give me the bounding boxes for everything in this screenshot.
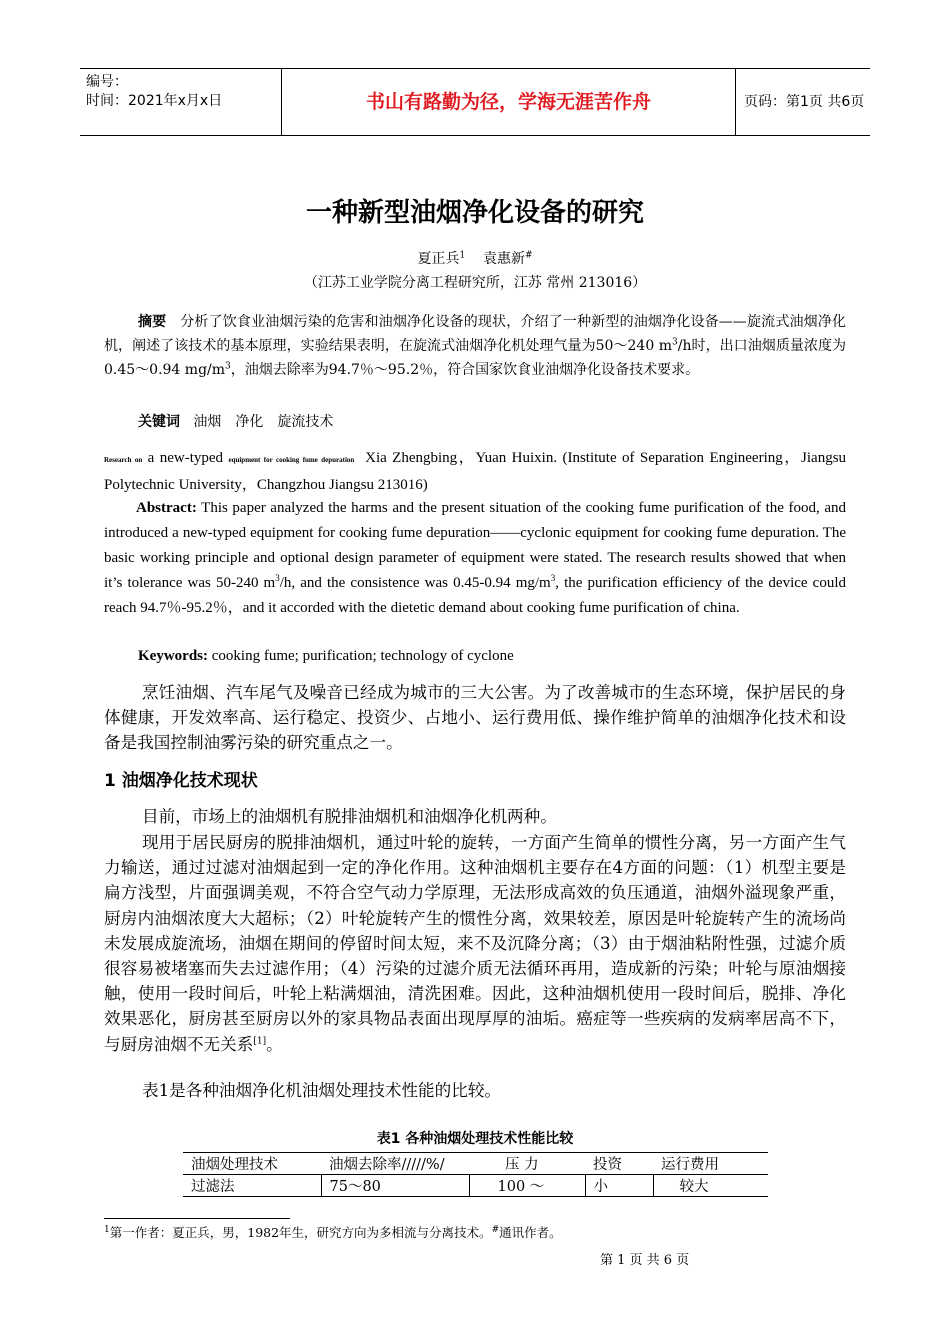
author-2: 袁惠新 xyxy=(483,251,525,267)
cn-abstract-label: 摘要 xyxy=(138,314,167,330)
page-header xyxy=(80,68,870,136)
paragraph-3: 表1是各种油烟净化机油烟处理技术性能的比较。 xyxy=(142,1081,502,1100)
footnote-divider xyxy=(104,1218,290,1219)
english-title-line: Research on a new-typed equipment for cooking fume depuration Xia Zhengbing，Yuan Huixin. (Institute of Separation Engineering，Jiangsu Polytechnic University，Changzhou Jiangsu 213016) xyxy=(104,450,847,493)
english-keywords: Keywords: cooking fume; purification; technology of cyclone xyxy=(138,648,514,664)
intro-paragraph: 烹饪油烟、汽车尾气及噪音已经成为城市的三大公害。为了改善城市的生态环境，保护居民的身体健康，开发效率高、运行稳定、投资少、占地小、运行费用低、操作维护简单的油烟净化技术和设备是我国控制油雾污染的研究重点之一。 xyxy=(104,683,846,753)
doc-number-label: 编号： xyxy=(86,74,128,90)
author-1: 夏正兵 xyxy=(417,251,460,267)
chinese-abstract: 摘要 分析了饮食业油烟污染的危害和油烟净化设备的现状，介绍了一种新型的油烟净化设备——旋流式油烟净化机，阐述了该技术的基本原理，实验结果表明，在旋流式油烟净化机处理气量为50～240 $m^3/h$时，出口油烟质量浓度为0.45～0.94 $mg/m^3$，油烟去除率为94.7％～95.2％，符合国家饮食业油烟净化设备技术要求。 xyxy=(104,314,847,378)
table-cell: 过滤法 xyxy=(183,1175,321,1197)
header-meta xyxy=(80,69,282,135)
table-row xyxy=(183,1175,768,1197)
table-header-cell: 投资 xyxy=(585,1153,653,1175)
english-abstract: Abstract: This paper analyzed the harms and the present situation of the cooking fume purification of the food, and introduced a new-typed equipment for cooking fume depuration——cyclonic equipment for cooking fume depuration. The basic working principle and optional design parameter of equipment were stated. The research results showed that when it’s tolerance was 50-240 $m^3/h$, and the consistence was 0.45-0.94 $mg/m^3$, the purification efficiency of the device could reach 94.7％-95.2％，and it accorded with the dietetic demand about cooking fume purification of china. xyxy=(104,500,847,616)
chinese-keywords: 关键词 油烟 净化 旋流技术 xyxy=(138,414,334,430)
table-header-cell: 运行费用 xyxy=(653,1153,768,1175)
page-number-footer: 第 1 页 共 6 页 xyxy=(600,1253,690,1268)
paragraph-1: 目前，市场上的油烟机有脱排油烟机和油烟净化机两种。 xyxy=(142,807,557,826)
table-caption: 表1 各种油烟处理技术性能比较 xyxy=(376,1131,574,1147)
comparison-table xyxy=(183,1152,768,1197)
table-header-cell: 油烟去除率/////%/ xyxy=(321,1153,469,1175)
paragraph-2: 现用于居民厨房的脱排油烟机，通过叶轮的旋转，一方面产生简单的惯性分离，另一方面产生气力输送，通过过滤对油烟起到一定的净化作用。这种油烟机主要存在4方面的问题：（1）机型主要是扁方浅型，片面强调美观，不符合空气动力学原理，无法形成高效的负压通道，油烟外溢现象严重，厨房内油烟浓度大大超标；（2）叶轮旋转产生的惯性分离，效果较差，原因是叶轮旋转产生的流场尚未发展成旋流场，油烟在期间的停留时间太短，来不及沉降分离；（3）由于烟油粘附性强，过滤介质很容易被堵塞而失去过滤作用；（4）污染的过滤介质无法循环再用，造成新的污染；叶轮与原油烟接触，使用一段时间后，叶轮上粘满烟油，清洗困难。因此，这种油烟机使用一段时间后，脱排、净化效果恶化，厨房甚至厨房以外的家具物品表面出现厚厚的油垢。癌症等一些疾病的发病率居高不下，与厨房油烟不无关系[1]。 xyxy=(104,833,846,1054)
table-cell: 100 ～ xyxy=(469,1175,585,1197)
affiliation: （江苏工业学院分离工程研究所，江苏 常州 213016） xyxy=(303,275,647,291)
date-label: 时间：2021年x月x日 xyxy=(86,93,223,109)
header-page-info: 页码：第1页 共6页 xyxy=(744,94,865,110)
table-header-row xyxy=(183,1153,768,1175)
footnote: $^1$第一作者：夏正兵，男，1982年生，研究方向为多相流与分离技术。#通讯作者。 xyxy=(104,1224,562,1240)
section-1-heading: 1 油烟净化技术现状 xyxy=(104,771,258,791)
table-header-cell: 压 力 xyxy=(469,1153,585,1175)
cn-keywords-label: 关键词 xyxy=(138,414,180,430)
reference-1[interactable]: [1] xyxy=(253,1036,267,1047)
table-cell: 小 xyxy=(585,1175,653,1197)
en-keywords-label: Keywords: xyxy=(138,648,208,664)
paper-title: 一种新型油烟净化设备的研究 xyxy=(305,198,644,228)
author-1-mark: 1 xyxy=(459,250,466,261)
table-header-cell: 油烟处理技术 xyxy=(183,1153,321,1175)
en-abstract-label: Abstract: xyxy=(136,500,197,516)
author-2-mark: # xyxy=(525,250,533,261)
author-line xyxy=(0,248,950,268)
table-cell: 较大 xyxy=(653,1175,768,1197)
header-motto: 书山有路勤为径，学海无涯苦作舟 xyxy=(282,69,736,135)
table-cell: 75～80 xyxy=(321,1175,469,1197)
